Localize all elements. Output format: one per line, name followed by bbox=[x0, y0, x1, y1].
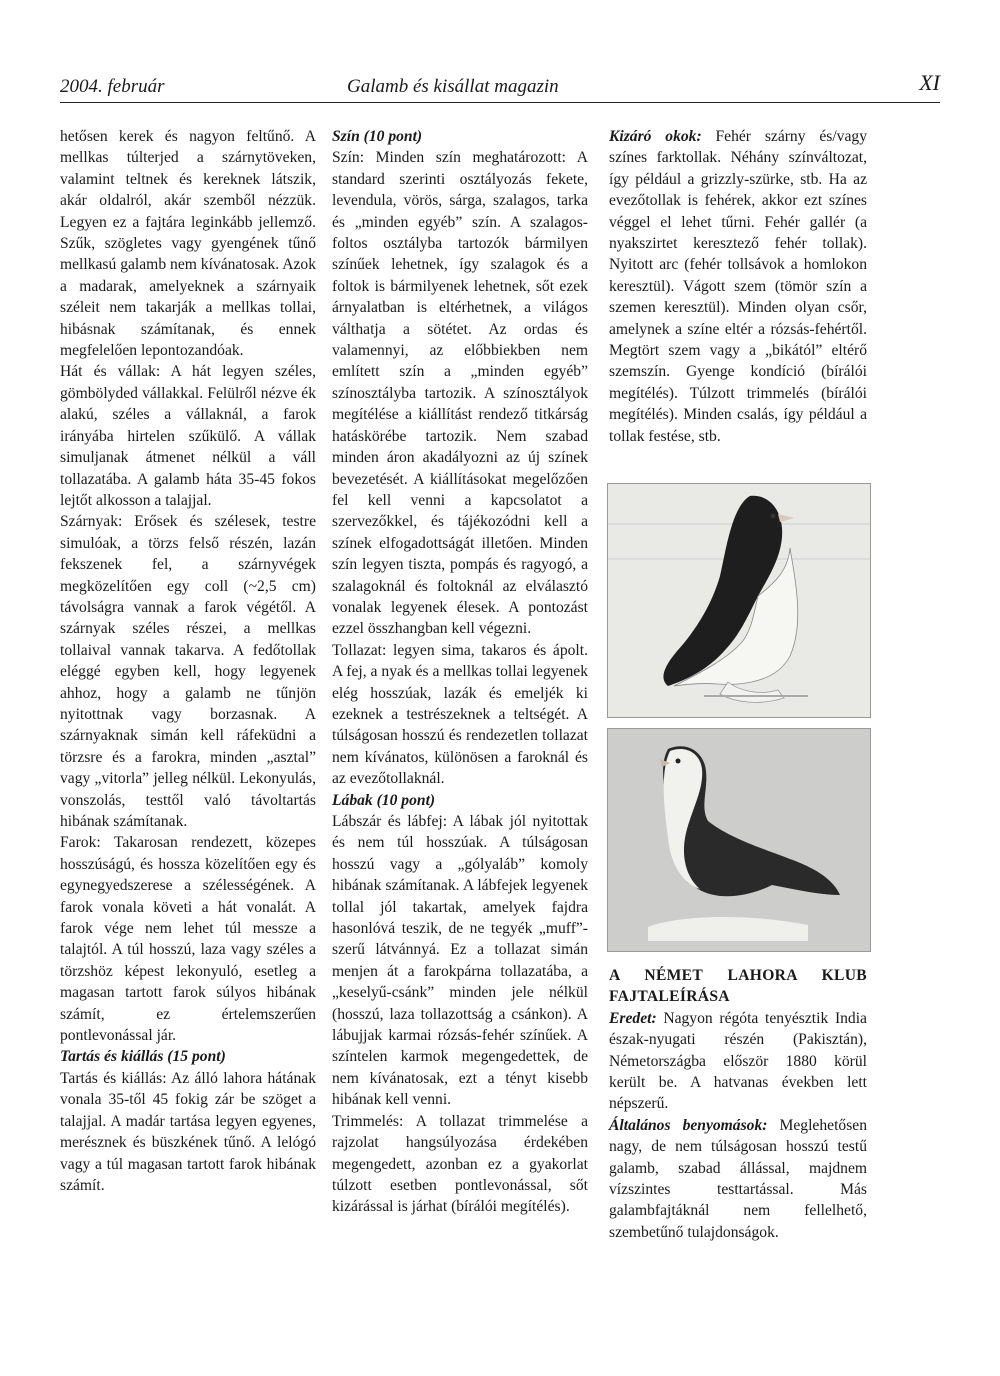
column-3-bottom bbox=[609, 965, 867, 1243]
paragraph-text: Meglehetősen nagy, de nem túlságosan hosszú testű galamb, szabad állással, majdnem vízszintes testtartással. Más galambfajtáknál nem fellelhető, szembetűnő tulajdonságok. bbox=[609, 1116, 867, 1241]
page-number: XI bbox=[919, 70, 940, 95]
article-heading: A NÉMET LAHORA KLUB FAJTALEÍRÁSA bbox=[609, 967, 867, 1006]
paragraph: Tollazat: legyen sima, takaros és ápolt. A fej, a nyak és a mellkas tollai legyenek elég hosszúak, lazák és emeljék ki ezeknek a testrészeknek a teltségét. A túlságosan hosszú és rendezetlen tollazat nem kívánatos, különösen a faroknál és az evezőtollaknál. bbox=[332, 641, 588, 788]
pigeon-photograph bbox=[608, 729, 870, 951]
running-header bbox=[60, 70, 940, 103]
pigeon-illustration bbox=[608, 484, 870, 717]
inline-heading: Kizáró okok: bbox=[609, 128, 702, 145]
paragraph bbox=[609, 126, 867, 447]
column-1 bbox=[60, 126, 316, 1196]
column-3-top bbox=[609, 126, 867, 447]
paragraph: Tartás és kiállás: Az álló lahora hátának vonala 35-től 45 fokig zár be szöget a talajjal. A madár tartása legyen egyenes, merésznek és büszkének tűnő. A lelógó vagy a túl magasan tartott farok hibának számít. bbox=[60, 1069, 316, 1194]
inline-heading: Eredet: bbox=[609, 1009, 657, 1027]
paragraph-text: Fehér szárny és/vagy színes farktollak. Néhány színváltozat, így például a grizzly-szürke, stb. Ha az evezőtollak is fehérek, akkor ezt színes véggel el lehet tűrni. Fehér gallér (a nyakszirtet keresztező fehér tollak). Nyitott arc (fehér tollsávok a homlokon keresztül). Vágott szem (tömör szín a szemen keresztül). Minden olyan csőr, amelynek a színe eltér a rózsás-fehértől. Megtört szem vagy a „bikától” eltérő szemszín. Gyenge kondíció (bírálói megítélés). Túlzott trimmelés (bírálói megítélés). Minden csalás, így például a tollak festése, stb. bbox=[609, 128, 867, 445]
pigeon-photo bbox=[607, 728, 871, 952]
section-heading: Lábak (10 pont) bbox=[332, 791, 436, 809]
paragraph bbox=[609, 1115, 867, 1243]
paragraph: Hát és vállak: A hát legyen széles, gömbölyded vállakkal. Felülről nézve ék alakú, széles a vállaknál, a farok irányába hirtelen szűkülő. A vállak simuljanak átmenet nélkül a váll tollazatába. A galamb háta 35-45 fokos lejtőt alkosson a talajjal. bbox=[60, 363, 316, 509]
paragraph: Szárnyak: Erősek és szélesek, testre simulóak, a törzs felső részén, lazán fekszenek fel, a szárnyvégek megközelítően egy coll (~2,5 cm) távolságra vannak a farok végétől. A szárnyak széles részei, a mellkas tollaival vannak takarva. A fedőtollak eléggé egyben kell, hogy legyenek ahhoz, hogy a galamb ne tűnjön nyitottnak vagy borzasnak. A szárnyaknak simán kell ráfeküdni a törzsre és a farokra, minden „asztal” vagy „vitorla” jelleg nélkül. Lekonyulás, vonszolás, testtől való távoltartás hibának számítanak. bbox=[60, 513, 316, 830]
paragraph: Szín: Minden szín meghatározott: A standard szerinti osztályozás fekete, levendula, vörös, sárga, szalagos, tarka és „minden egyéb” szín. A szalagos-foltos osztályba tartozók bármilyen színűek lehetnek, így szalagok és a foltok is bármilyenek lehetnek, sőt ezek árnyalatban is eltérhetnek, a világos válthatja a sötétet. Az ordas és valamennyi, az előbbiekben nem említett szín a „minden egyéb” színosztályba tartozik. A színosztályok megítélése a kiállítást rendező titkárság hatáskörébe tartozik. Nem szabad minden áron akadályozni az új színek bevezetését. A kiállításokat megelőzően fel kell venni a kapcsolatot a szervezőkkel, és tájékozódni kell a színek elfogadottságát illetően. Minden szín legyen tiszta, pompás és ragyogó, a szalagoknál és foltoknál az elválasztó vonalak legyenek élesek. A pontozást ezzel összhangban kell végezni. bbox=[332, 149, 588, 638]
paragraph: Farok: Takarosan rendezett, közepes hosszúságú, és hossza közelítően egy és egynegyedszerese a szélességének. A farok vonala követi a hát vonalát. A farok vége nem lehet túl messze a talajtól. A túl hosszú, laza vagy széles a törzshöz képest lekonyuló, esetleg a magasan tartott farok súlyos hibának számít, ez értelemszerűen pontlevonással jár. bbox=[60, 834, 316, 1045]
paragraph-text: Nagyon régóta tenyésztik India észak-nyugati részén (Pakisztán), Németországba először 1880 körül került be. A hatvanas években lett népszerű. bbox=[609, 1009, 867, 1113]
paragraph bbox=[609, 1008, 867, 1115]
section-heading: Szín (10 pont) bbox=[332, 128, 423, 145]
paragraph: Trimmelés: A tollazat trimmelése a rajzolat hangsúlyozása érdekében megengedett, azonban ez a gyakorlat túlzott esetben pontlevonással, sőt kizárással is járhat (bírálói megítélés). bbox=[332, 1112, 588, 1216]
column-2 bbox=[332, 126, 588, 1218]
section-heading: Tartás és kiállás (15 pont) bbox=[60, 1048, 226, 1066]
paragraph: Lábszár és lábfej: A lábak jól nyitottak és nem túl hosszúak. A túlságosan hosszú vagy a „gólyaláb” komoly hibának számítanak. A lábfejek legyenek tollal jól takartak, amelyek fajdra hasonlóvá teszik, de ne tegyék „muff”-szerű látvánnyá. Ez a tollazat simán menjen át a farokpárna tollazatába, a „keselyű-csánk” minden jele nélkül (hosszú, laza tollazottság a csánkon). A lábujjak karmai rózsás-fehér színűek. A színtelen karmok megengedettek, de nem kívánatosak, ezt a tényt kisebb hibának kell venni. bbox=[332, 813, 588, 1109]
inline-heading: Általános benyomások: bbox=[609, 1116, 768, 1134]
pigeon-eye bbox=[771, 514, 776, 519]
pigeon-eye bbox=[676, 759, 681, 764]
magazine-title: Galamb és kisállat magazin bbox=[347, 76, 559, 97]
issue-date: 2004. február bbox=[60, 76, 165, 97]
paragraph: hetősen kerek és nagyon feltűnő. A mellkas túlterjed a szárnytöveken, valamint teltnek és kereknek látszik, akár oldalról, akár szemből nézzük. Legyen ez a fajtára leginkább jellemző. Szűk, szögletes vagy gyengének tűnő mellkasú galamb nem kívánatosak. Azok a madarak, amelyeknek a szárnyaik széleit nem takarják a mellkas tollai, hibásnak számítanak, és ennek megfelelően lepontozandóak. bbox=[60, 128, 316, 360]
pigeon-drawing bbox=[607, 483, 871, 718]
